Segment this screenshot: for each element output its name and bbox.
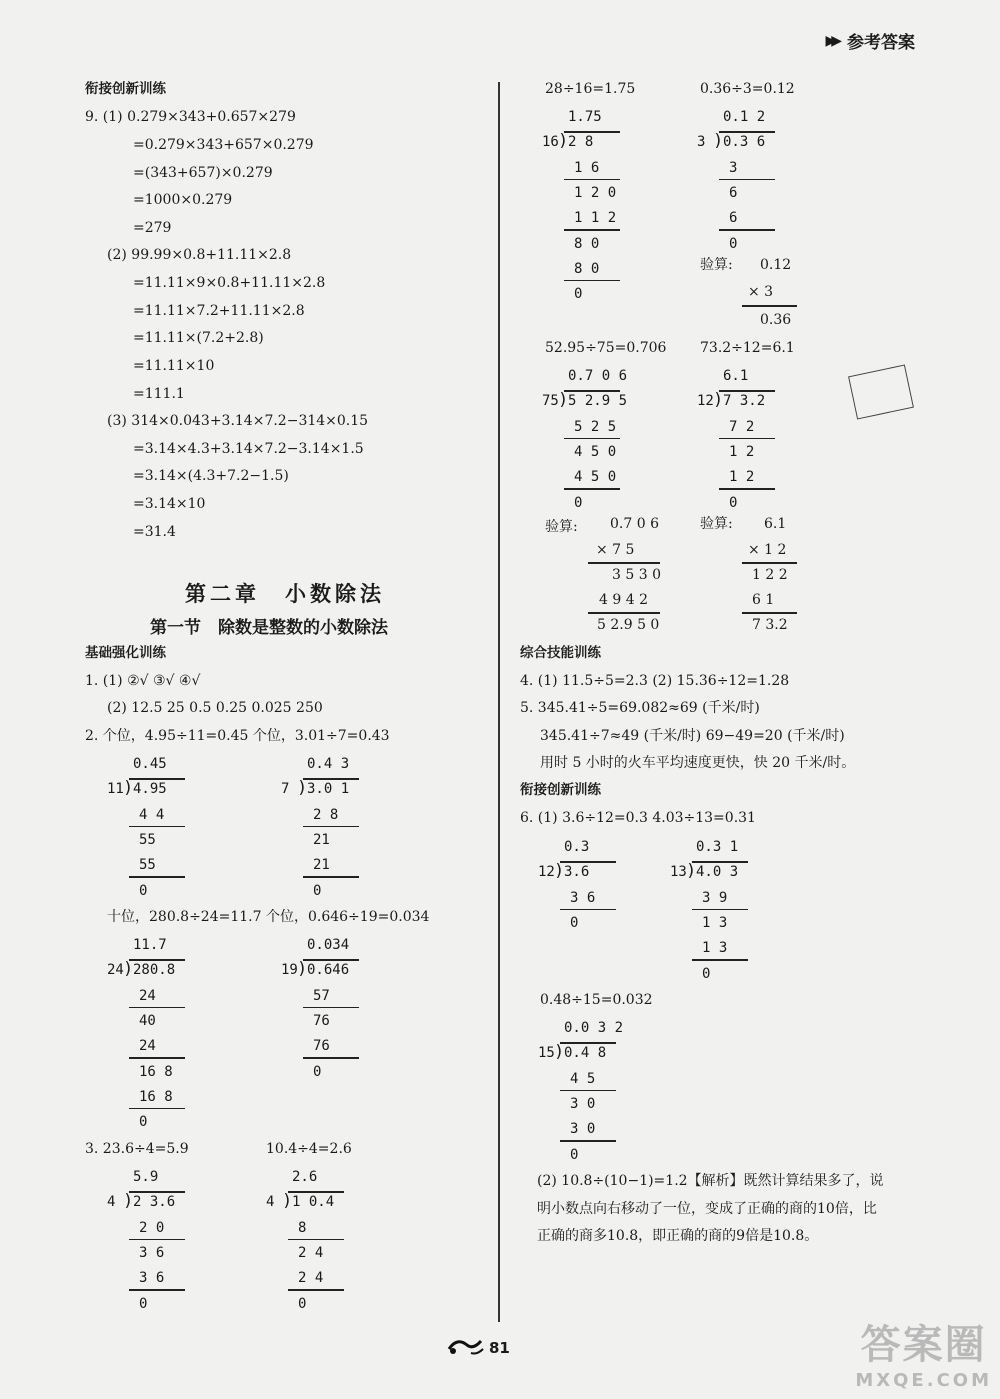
division-step: 76 [313, 1038, 330, 1055]
watermark-line: 答案圈 [860, 1322, 987, 1368]
division-step: 0 [313, 1063, 322, 1080]
division-step: 3 9 [702, 889, 728, 906]
equation: 28÷16=1.75 [545, 81, 636, 97]
quotient: 6.1 [723, 368, 749, 384]
check-line: 3 5 3 0 [612, 567, 661, 583]
quotient: 0.7 0 6 [568, 368, 628, 384]
solution-line: =11.11×9×0.8+11.11×2.8 [133, 275, 326, 291]
dividend: 0.3 6 [723, 134, 766, 151]
step-rule [288, 1289, 344, 1291]
step-rule [129, 1007, 185, 1009]
division-step: 76 [313, 1012, 330, 1029]
step-rule [303, 876, 359, 878]
division-step: 5 2 5 [574, 418, 617, 435]
check-result: 5 2.9 5 0 [597, 617, 660, 633]
bracket-icon: ) [123, 1191, 134, 1212]
page-header [825, 28, 915, 53]
division-step: 1 3 [702, 914, 728, 931]
division-step: 3 6 [570, 889, 596, 906]
division-step: 0 [729, 494, 738, 511]
check-line: 0.12 [760, 257, 792, 273]
divisor: 16 [542, 134, 559, 151]
division-step: 3 [729, 159, 738, 176]
check-rule [742, 612, 797, 614]
q6-answer: 6. (1) 3.6÷12=0.3 4.03÷13=0.31 [520, 810, 756, 826]
division-step: 1 1 2 [574, 210, 617, 227]
bracket-icon: ) [297, 778, 308, 799]
q5-answer: 345.41÷7≈49 (千米/时) 69−49=20 (千米/时) [540, 728, 845, 744]
division-step: 2 4 [298, 1244, 324, 1261]
step-rule [564, 280, 620, 282]
quotient: 0.1 2 [723, 109, 766, 125]
page-footer [445, 1335, 510, 1361]
double-arrow-icon: ▶▶ [825, 32, 837, 49]
quotient: 0.034 [307, 937, 350, 953]
q4-answer: 4. (1) 11.5÷5=2.3 (2) 15.36÷12=1.28 [520, 673, 790, 689]
dividend: 0.4 8 [564, 1045, 607, 1062]
division-step: 0 [139, 1295, 148, 1312]
section-heading: 基础强化训练 [85, 645, 166, 661]
q6-answer: 正确的商多10.8，即正确的商的9倍是10.8。 [537, 1228, 819, 1244]
column-divider [498, 82, 500, 1322]
division-step: 55 [139, 831, 156, 848]
q2-answer: 2. 个位，4.95÷11=0.45 个位，3.01÷7=0.43 [85, 728, 390, 744]
division-step: 57 [313, 987, 330, 1004]
solution-line: (3) 314×0.043+3.14×7.2−314×0.15 [107, 413, 369, 429]
watermark [855, 1313, 992, 1391]
bracket-icon: ) [558, 390, 569, 411]
bracket-icon: ) [713, 390, 724, 411]
division-step: 16 8 [139, 1088, 173, 1105]
step-rule [564, 438, 620, 440]
q5-answer: 5. 345.41÷5=69.082≈69 (千米/时) [520, 700, 760, 716]
division-step: 55 [139, 857, 156, 874]
solution-line: =11.11×(7.2+2.8) [133, 330, 264, 346]
solution-line: (2) 99.99×0.8+11.11×2.8 [107, 247, 292, 263]
solution-line: =3.14×4.3+3.14×7.2−3.14×1.5 [133, 441, 364, 457]
bracket-icon: ) [297, 959, 308, 980]
solution-line: =279 [133, 220, 172, 236]
section-title: 第一节 除数是整数的小数除法 [150, 618, 388, 638]
chapter-title: 第二章 小数除法 [185, 581, 385, 606]
step-rule [719, 438, 775, 440]
watermark-line: MXQE.COM [855, 1370, 992, 1391]
section-heading: 衔接创新训练 [85, 81, 166, 97]
dividend: 2 8 [568, 134, 594, 151]
division-step: 21 [313, 831, 330, 848]
division-step: 24 [139, 1038, 156, 1055]
divisor: 4 [266, 1194, 275, 1211]
page-number: 81 [489, 1339, 510, 1357]
division-step: 0 [313, 882, 322, 899]
solution-line: =11.11×10 [133, 358, 215, 374]
quotient: 5.9 [133, 1169, 159, 1185]
bracket-icon: ) [713, 131, 724, 152]
header-title: 参考答案 [847, 33, 915, 53]
step-rule [129, 826, 185, 828]
dividend: 5 2.9 5 [568, 393, 628, 410]
check-result: 7 3.2 [752, 617, 788, 633]
step-rule [129, 1239, 185, 1241]
step-rule [303, 1007, 359, 1009]
division-step: 8 0 [574, 260, 600, 277]
division-step: 0 [702, 965, 711, 982]
division-step: 1 2 [729, 443, 755, 460]
bracket-icon: ) [686, 861, 697, 882]
division-step: 0 [570, 914, 579, 931]
quotient: 0.3 1 [696, 839, 739, 855]
check-line: 6.1 [764, 516, 787, 532]
check-rule [588, 562, 660, 564]
step-rule [560, 1090, 616, 1092]
division-step: 2 8 [313, 806, 339, 823]
solution-line: =3.14×(4.3+7.2−1.5) [133, 468, 289, 484]
division-step: 0 [139, 882, 148, 899]
q2-answer: 十位，280.8÷24=11.7 个位，0.646÷19=0.034 [107, 909, 430, 925]
division-step: 24 [139, 987, 156, 1004]
dividend: 280.8 [133, 962, 176, 979]
division-step: 0 [298, 1295, 307, 1312]
division-step: 2 4 [298, 1270, 324, 1287]
step-rule [303, 1057, 359, 1059]
division-step: 3 6 [139, 1270, 165, 1287]
quotient: 1.75 [568, 109, 602, 125]
division-step: 8 0 [574, 235, 600, 252]
step-rule [692, 959, 748, 961]
step-rule [719, 179, 775, 181]
division-step: 1 2 [729, 469, 755, 486]
bracket-icon: ) [558, 131, 569, 152]
division-step: 1 3 [702, 940, 728, 957]
mascot-icon [445, 1335, 485, 1361]
bracket-icon: ) [554, 1042, 565, 1063]
check-line: 0.7 0 6 [610, 516, 659, 532]
division-step: 0 [729, 235, 738, 252]
step-rule [560, 1140, 616, 1142]
step-rule [129, 1057, 185, 1059]
step-rule [303, 826, 359, 828]
division-step: 7 2 [729, 418, 755, 435]
q5-answer: 用时 5 小时的火车平均速度更快，快 20 千米/时。 [540, 755, 856, 771]
step-rule [129, 876, 185, 878]
check-label: 验算: [700, 257, 733, 273]
division-step: 3 0 [570, 1095, 596, 1112]
step-rule [719, 229, 775, 231]
bracket-icon: ) [123, 778, 134, 799]
divisor: 3 [697, 134, 706, 151]
check-result: 0.36 [760, 312, 792, 328]
dividend: 2 3.6 [133, 1194, 176, 1211]
division-step: 4 5 0 [574, 443, 617, 460]
q3-answer: 3. 23.6÷4=5.9 [85, 1141, 189, 1157]
check-line: 1 2 2 [752, 567, 788, 583]
solution-line: 9. (1) 0.279×343+0.657×279 [85, 109, 296, 125]
check-line: × 1 2 [748, 542, 787, 558]
quotient: 0.3 [564, 839, 590, 855]
solution-line: =31.4 [133, 524, 176, 540]
division-step: 1 6 [574, 159, 600, 176]
q1-answer: (2) 12.5 25 0.5 0.25 0.025 250 [107, 700, 323, 716]
check-rule [742, 305, 797, 307]
dividend: 3.6 [564, 864, 590, 881]
q6-answer: (2) 10.8÷(10−1)=1.2【解析】既然计算结果多了，说 [537, 1173, 884, 1189]
step-rule [288, 1239, 344, 1241]
division-step: 0 [574, 494, 583, 511]
division-step: 6 [729, 184, 738, 201]
check-line: 4 9 4 2 [599, 592, 648, 608]
division-step: 4 5 [570, 1070, 596, 1087]
division-step: 4 4 [139, 806, 165, 823]
bracket-icon: ) [123, 959, 134, 980]
step-rule [692, 909, 748, 911]
divisor: 7 [281, 781, 290, 798]
division-step: 4 5 0 [574, 469, 617, 486]
divisor: 13 [670, 864, 687, 881]
equation: 73.2÷12=6.1 [700, 340, 795, 356]
section-heading: 综合技能训练 [520, 645, 601, 661]
dividend: 7 3.2 [723, 393, 766, 410]
check-rule [742, 562, 797, 564]
dividend: 1 0.4 [292, 1194, 335, 1211]
q1-answer: 1. (1) ②√ ③√ ④√ [85, 673, 201, 689]
divisor: 15 [538, 1045, 555, 1062]
solution-line: =3.14×10 [133, 496, 206, 512]
step-rule [719, 488, 775, 490]
division-step: 0 [574, 286, 583, 303]
dividend: 4.95 [133, 781, 167, 798]
equation: 0.36÷3=0.12 [700, 81, 795, 97]
quotient: 0.0 3 2 [564, 1020, 624, 1036]
equation: 52.95÷75=0.706 [545, 340, 667, 356]
divisor: 12 [697, 393, 714, 410]
step-rule [564, 229, 620, 231]
division-step: 0 [570, 1146, 579, 1163]
division-step: 16 8 [139, 1063, 173, 1080]
division-step: 2 0 [139, 1219, 165, 1236]
division-step: 40 [139, 1012, 156, 1029]
divisor: 75 [542, 393, 559, 410]
divisor: 12 [538, 864, 555, 881]
quotient: 2.6 [292, 1169, 318, 1185]
equation: 0.48÷15=0.032 [540, 992, 653, 1008]
dividend: 0.646 [307, 962, 350, 979]
division-step: 8 [298, 1219, 307, 1236]
solution-line: =1000×0.279 [133, 192, 233, 208]
step-rule [129, 1108, 185, 1110]
solution-line: =0.279×343+657×0.279 [133, 137, 314, 153]
quotient: 11.7 [133, 937, 167, 953]
dividend: 3.0 1 [307, 781, 350, 798]
check-line: × 3 [748, 284, 774, 300]
step-rule [129, 1289, 185, 1291]
solution-line: =11.11×7.2+11.11×2.8 [133, 303, 305, 319]
decorative-stamp-icon [848, 364, 914, 419]
divisor: 24 [107, 962, 124, 979]
division-step: 21 [313, 857, 330, 874]
divisor: 4 [107, 1194, 116, 1211]
q6-answer: 明小数点向右移动了一位，变成了正确的商的10倍，比 [537, 1201, 877, 1217]
solution-line: =111.1 [133, 386, 185, 402]
step-rule [564, 488, 620, 490]
step-rule [564, 179, 620, 181]
check-line: 6 1 [752, 592, 775, 608]
division-step: 0 [139, 1114, 148, 1131]
check-line: × 7 5 [596, 542, 635, 558]
check-rule [588, 612, 660, 614]
dividend: 4.0 3 [696, 864, 739, 881]
section-heading: 衔接创新训练 [520, 782, 601, 798]
check-label: 验算: [700, 516, 733, 532]
divisor: 11 [107, 781, 124, 798]
check-label: 验算: [545, 519, 578, 535]
bracket-icon: ) [554, 861, 565, 882]
division-step: 6 [729, 210, 738, 227]
step-rule [560, 909, 616, 911]
bracket-icon: ) [282, 1191, 293, 1212]
division-step: 3 6 [139, 1244, 165, 1261]
q3-answer: 10.4÷4=2.6 [266, 1141, 352, 1157]
solution-line: =(343+657)×0.279 [133, 165, 273, 181]
quotient: 0.45 [133, 756, 167, 772]
division-step: 3 0 [570, 1121, 596, 1138]
quotient: 0.4 3 [307, 756, 350, 772]
division-step: 1 2 0 [574, 184, 617, 201]
divisor: 19 [281, 962, 298, 979]
